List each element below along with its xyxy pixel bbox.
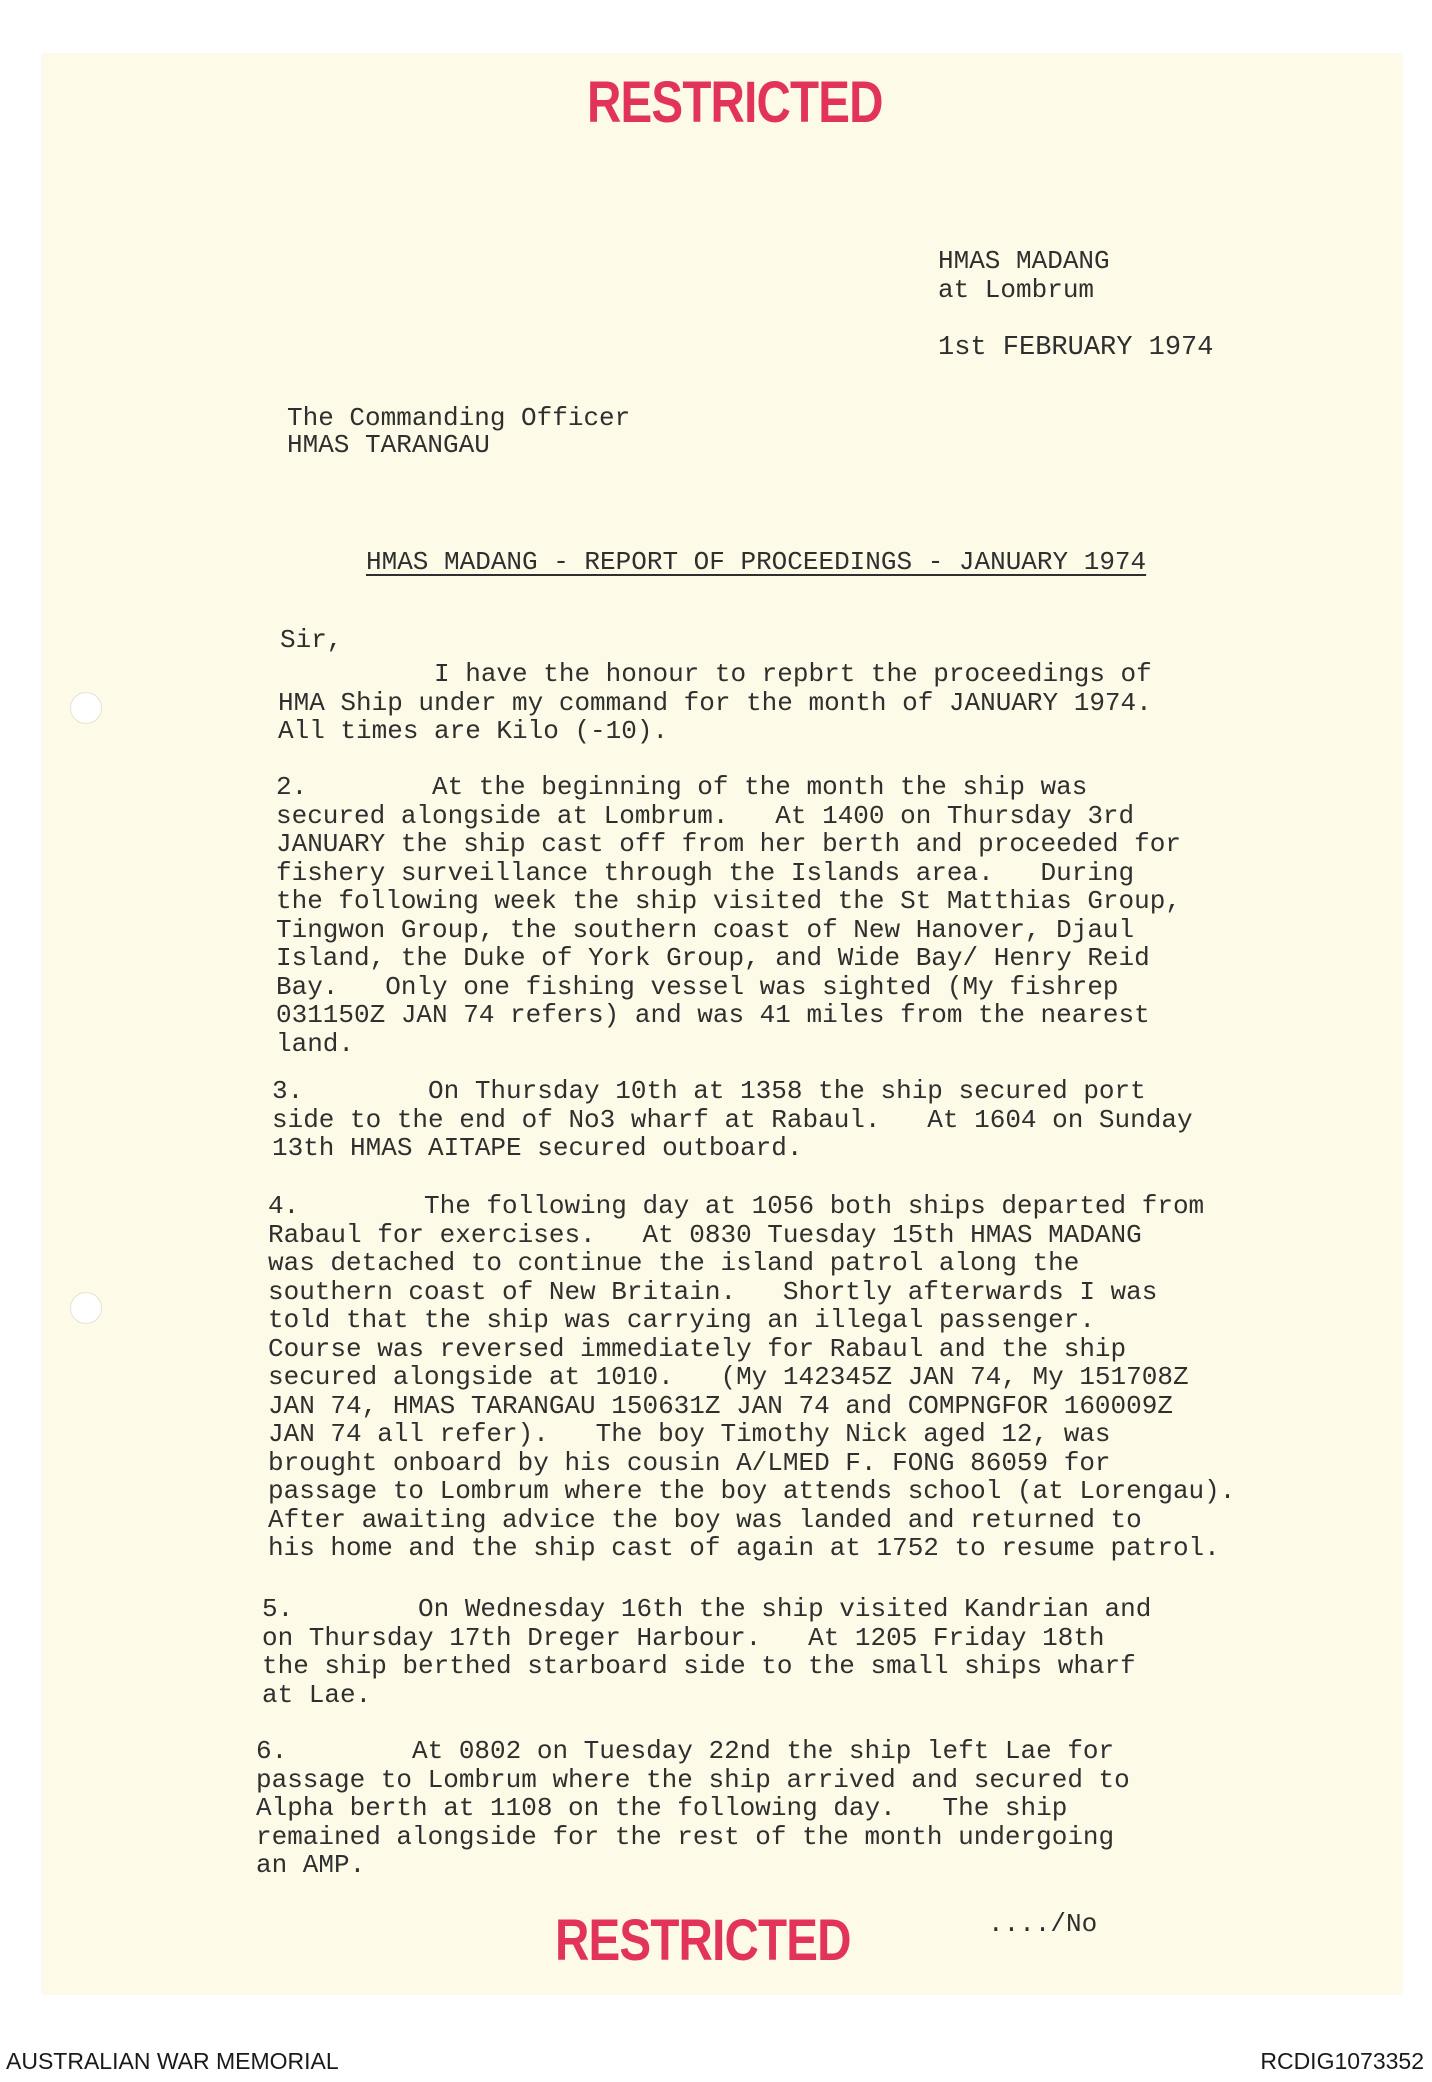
report-title: HMAS MADANG - REPORT OF PROCEEDINGS - JANUARY 1974 xyxy=(366,547,1147,577)
paragraph-line: 031150Z JAN 74 refers) and was 41 miles from the nearest xyxy=(276,1000,1150,1030)
restricted-stamp-top: RESTRICTED xyxy=(587,70,883,135)
paragraph-6 xyxy=(256,1737,1130,1880)
paragraph-line: 3. On Thursday 10th at 1358 the ship secured port xyxy=(272,1076,1146,1106)
paragraph-line: 13th HMAS AITAPE secured outboard. xyxy=(272,1133,803,1163)
paragraph-line: land. xyxy=(276,1028,355,1059)
paragraph-line: Tingwon Group, the southern coast of New Hanover, Djaul xyxy=(276,914,1135,945)
punch-hole-lower xyxy=(70,1292,102,1324)
paragraph-line: All times are Kilo (-10). xyxy=(278,716,669,746)
paragraph-line: I have the honour to repbrt the proceedings of xyxy=(278,659,1152,689)
paragraph-line: passage to Lombrum where the boy attends school (at Lorengau). xyxy=(268,1476,1236,1506)
paragraph-line: secured alongside at 1010. (My 142345Z JAN 74, My 151708Z xyxy=(268,1362,1189,1392)
paragraph-line: told that the ship was carrying an illegal passenger. xyxy=(268,1305,1095,1335)
paragraph-line: JAN 74, HMAS TARANGAU 150631Z JAN 74 and COMPNGFOR 160009Z xyxy=(268,1390,1173,1421)
paragraph-3 xyxy=(272,1077,1193,1163)
paragraph-line: HMA Ship under my command for the month of JANUARY 1974. xyxy=(278,687,1152,718)
paragraph-line: JANUARY the ship cast off from her berth and proceeded for xyxy=(276,829,1181,859)
paragraph-line: side to the end of No3 wharf at Rabaul. At 1604 on Sunday xyxy=(272,1104,1193,1135)
paragraph-line: was detached to continue the island patrol along the xyxy=(268,1248,1080,1278)
addressee-line1: The Commanding Officer xyxy=(287,403,631,433)
salutation: Sir, xyxy=(280,625,343,655)
paragraph-line: the ship berthed starboard side to the small ships wharf xyxy=(262,1651,1136,1681)
footer-left-caption: AUSTRALIAN WAR MEMORIAL xyxy=(6,2048,339,2074)
addressee-line2: HMAS TARANGAU xyxy=(287,430,490,460)
paragraph-line: JAN 74 all refer). The boy Timothy Nick aged 12, was xyxy=(268,1419,1111,1449)
paragraph-line: Alpha berth at 1108 on the following day. The ship xyxy=(256,1793,1068,1823)
paragraph-line: Bay. Only one fishing vessel was sighted (My fishrep xyxy=(276,971,1119,1002)
restricted-stamp-bottom: RESTRICTED xyxy=(555,1908,851,1973)
punch-hole-upper xyxy=(70,692,102,724)
sender-location: at Lombrum xyxy=(938,275,1095,305)
sender-ship: HMAS MADANG xyxy=(938,246,1110,276)
paragraph-1 xyxy=(278,660,1152,746)
paragraph-line: remained alongside for the rest of the month undergoing xyxy=(256,1821,1115,1852)
continuation-marker: ..../No xyxy=(988,1909,1098,1939)
paragraph-line: secured alongside at Lombrum. At 1400 on Thursday 3rd xyxy=(276,800,1135,831)
paragraph-line: Island, the Duke of York Group, and Wide Bay/ Henry Reid xyxy=(276,943,1150,973)
letter-date: 1st FEBRUARY 1974 xyxy=(938,333,1214,363)
paragraph-line: 5. On Wednesday 16th the ship visited Kandrian and xyxy=(262,1594,1152,1624)
paragraph-line: his home and the ship cast of again at 1752 to resume patrol. xyxy=(268,1533,1220,1563)
footer-right-caption: RCDIG1073352 xyxy=(1260,2048,1424,2074)
paragraph-line: Rabaul for exercises. At 0830 Tuesday 15th HMAS MADANG xyxy=(268,1219,1142,1250)
paragraph-line: brought onboard by his cousin A/LMED F. FONG 86059 for xyxy=(268,1447,1111,1478)
paragraph-line: 6. At 0802 on Tuesday 22nd the ship left Lae for xyxy=(256,1736,1115,1766)
paragraph-line: 4. The following day at 1056 both ships departed from xyxy=(268,1191,1205,1221)
paragraph-line: at Lae. xyxy=(262,1679,372,1710)
paragraph-5 xyxy=(262,1595,1151,1709)
paragraph-line: Course was reversed immediately for Rabaul and the ship xyxy=(268,1333,1127,1364)
paragraph-line: After awaiting advice the boy was landed and returned to xyxy=(268,1504,1142,1535)
paragraph-line: an AMP. xyxy=(256,1850,366,1880)
paragraph-line: passage to Lombrum where the ship arrived and secured to xyxy=(256,1764,1130,1795)
paragraph-line: 2. At the beginning of the month the ship was xyxy=(276,772,1088,802)
paragraph-line: fishery surveillance through the Islands area. During xyxy=(276,857,1135,888)
paragraph-4 xyxy=(268,1192,1235,1563)
paragraph-line: southern coast of New Britain. Shortly afterwards I was xyxy=(268,1276,1158,1307)
paragraph-2 xyxy=(276,773,1181,1058)
paragraph-line: the following week the ship visited the St Matthias Group, xyxy=(276,886,1181,916)
paragraph-line: on Thursday 17th Dreger Harbour. At 1205 Friday 18th xyxy=(262,1622,1105,1653)
